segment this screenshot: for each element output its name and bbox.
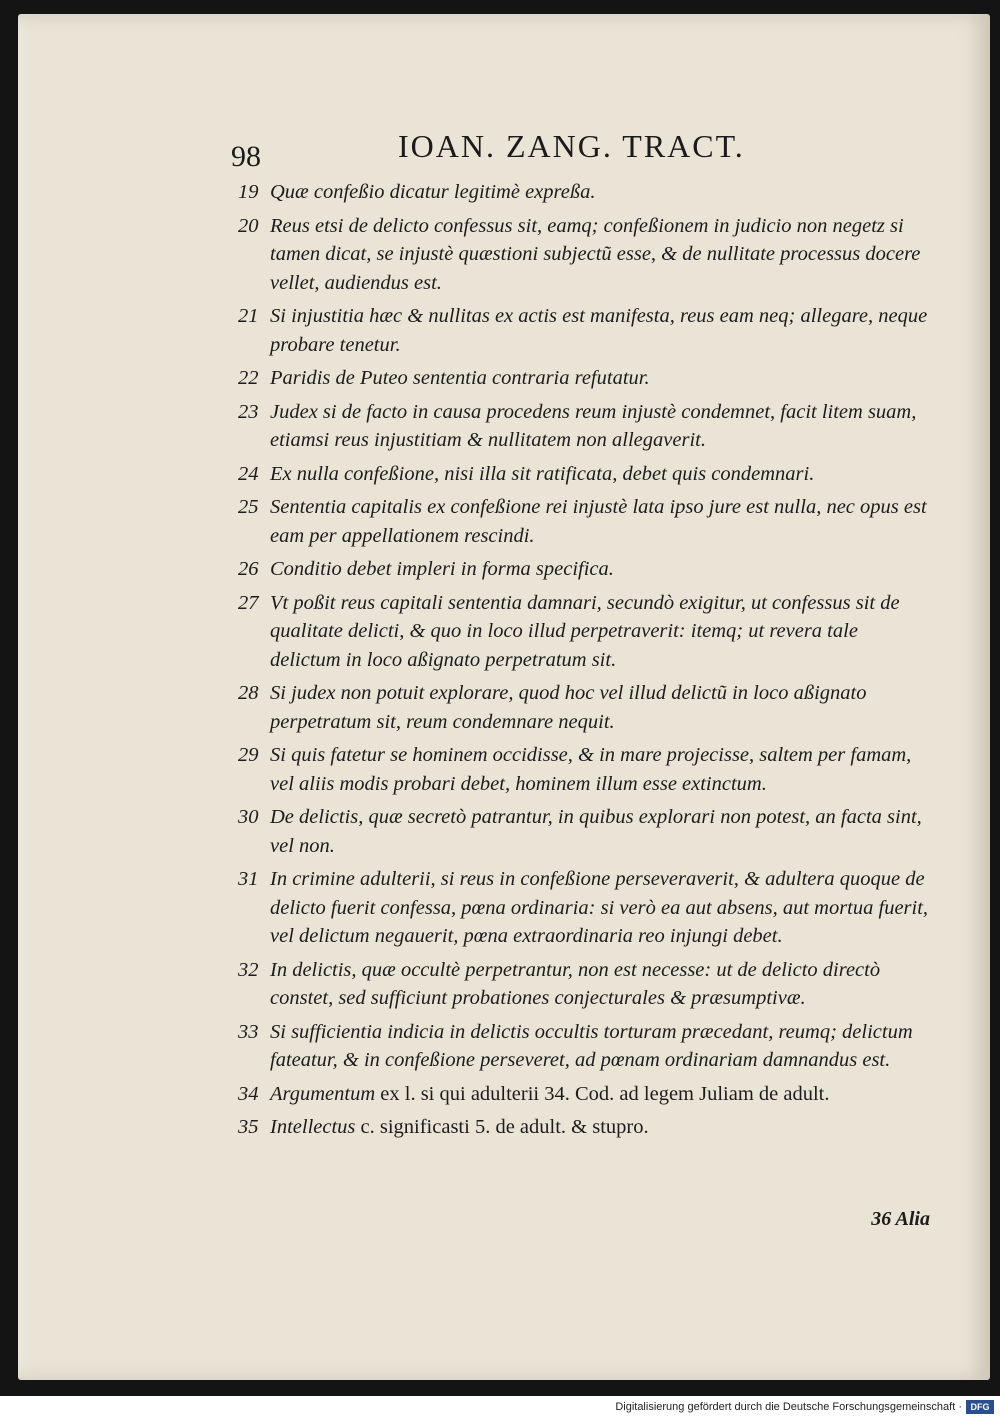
summary-entry bbox=[18, 956, 990, 1013]
funding-credit: Digitalisierung gefördert durch die Deutsche Forschungsgemeinschaft · bbox=[615, 1401, 962, 1413]
entry-text-italic: Argumentum bbox=[270, 1082, 376, 1105]
entry-number: 24 bbox=[238, 462, 259, 485]
entry-text: Si judex non potuit explorare, quod hoc vel illud delictũ in loco aßignato perpetratum sit, reum condemnare nequit. bbox=[270, 682, 867, 733]
entry-number: 26 bbox=[238, 558, 259, 580]
entry-text: Reus etsi de delicto confessus sit, eamq; confeßionem in judicio non negetz si tamen dicat, se injustè quæstioni subjectũ esse, & de nullitate processus docere vellet, audiendus est. bbox=[270, 214, 921, 294]
entry-text: Si injustitia hæc & nullitas ex actis est manifesta, reus eam neq; allegare, neque probare tenetur. bbox=[270, 305, 928, 356]
entry-number: 30 bbox=[238, 806, 259, 828]
summary-entry bbox=[18, 1018, 990, 1075]
summary-entry bbox=[18, 493, 990, 550]
entry-text: Judex si de facto in causa procedens reum injustè condemnet, facit litem suam, etiamsi reus injustitiam & nullitatem non allegaverit. bbox=[270, 400, 917, 451]
entry-number: 33 bbox=[238, 1020, 259, 1043]
book-page bbox=[18, 14, 990, 1380]
running-title: IOAN. ZANG. TRACT. bbox=[398, 128, 745, 164]
summary-entry bbox=[18, 741, 990, 798]
entry-text-roman: ex l. si qui adulterii 34. Cod. ad legem Juliam de adult. bbox=[375, 1082, 830, 1105]
entry-text: Si sufficientia indicia in delictis occultis torturam præcedant, reumq; delictum fateatur, & in confeßione perseveret, ad pœnam ordinariam damnandus est. bbox=[270, 1020, 913, 1071]
digitization-footer bbox=[0, 1396, 1000, 1419]
summary-entry bbox=[18, 178, 990, 207]
summary-entry bbox=[18, 460, 990, 489]
entry-number: 32 bbox=[238, 958, 259, 981]
summary-entry bbox=[18, 803, 990, 860]
summary-entry bbox=[18, 302, 990, 359]
summary-list bbox=[18, 178, 990, 1147]
summary-entry bbox=[18, 212, 990, 298]
summary-entry bbox=[18, 679, 990, 736]
catchword: 36 Alia bbox=[871, 1208, 930, 1230]
page-header bbox=[18, 126, 990, 173]
summary-entry bbox=[18, 555, 990, 584]
dfg-logo: DFG bbox=[966, 1400, 994, 1414]
entry-text-italic: Intellectus bbox=[270, 1116, 356, 1138]
summary-entry bbox=[18, 364, 990, 393]
entry-number: 27 bbox=[238, 591, 259, 614]
summary-entry bbox=[18, 865, 990, 951]
entry-number: 20 bbox=[238, 214, 259, 237]
summary-entry bbox=[18, 398, 990, 455]
page-number: 98 bbox=[231, 140, 261, 173]
entry-number: 21 bbox=[238, 305, 259, 327]
entry-number: 22 bbox=[238, 367, 259, 389]
entry-number: 35 bbox=[238, 1116, 259, 1138]
entry-number: 31 bbox=[238, 868, 259, 890]
entry-text: Quæ confeßio dicatur legitimè expreßa. bbox=[270, 181, 596, 203]
entry-text: Ex nulla confeßione, nisi illa sit ratificata, debet quis condemnari. bbox=[270, 462, 815, 485]
entry-number: 23 bbox=[238, 400, 259, 423]
entry-text: De delictis, quæ secretò patrantur, in quibus explorari non potest, an facta sint, vel non. bbox=[270, 806, 922, 857]
entry-text: Si quis fatetur se hominem occidisse, & in mare projecisse, saltem per famam, vel aliis modis probari debet, hominem illum esse extinctum. bbox=[270, 744, 912, 795]
entry-text: Sententia capitalis ex confeßione rei injustè lata ipso jure est nulla, nec opus est eam per appellationem rescindi. bbox=[270, 496, 927, 547]
entry-text-roman: c. significasti 5. de adult. & stupro. bbox=[355, 1116, 649, 1138]
entry-number: 29 bbox=[238, 744, 259, 766]
entry-number: 25 bbox=[238, 496, 259, 518]
entry-number: 19 bbox=[238, 181, 259, 203]
entry-text: Vt poßit reus capitali sententia damnari, secundò exigitur, ut confessus sit de qualitate delicti, & quo in loco illud perpetraverit: itemq; ut revera tale delictum in loco aßignato perpetratum sit. bbox=[270, 591, 900, 671]
entry-text: Conditio debet impleri in forma specifica. bbox=[270, 558, 614, 580]
entry-number: 28 bbox=[238, 682, 259, 704]
summary-entry bbox=[18, 589, 990, 675]
entry-text: In crimine adulterii, si reus in confeßione perseveraverit, & adultera quoque de delicto fuerit confessa, pœna ordinaria: si verò ea aut absens, aut mortua fuerit, vel delictum negauerit, pœna extraordinaria reo injungi debet. bbox=[270, 868, 929, 947]
entry-text: In delictis, quæ occultè perpetrantur, non est necesse: ut de delicto directò constet, sed sufficiunt probationes conjecturales & præsumptivæ. bbox=[270, 958, 881, 1009]
entry-number: 34 bbox=[238, 1082, 259, 1105]
summary-entry bbox=[18, 1080, 990, 1109]
summary-entry bbox=[18, 1113, 990, 1142]
entry-text: Paridis de Puteo sententia contraria refutatur. bbox=[270, 367, 650, 389]
